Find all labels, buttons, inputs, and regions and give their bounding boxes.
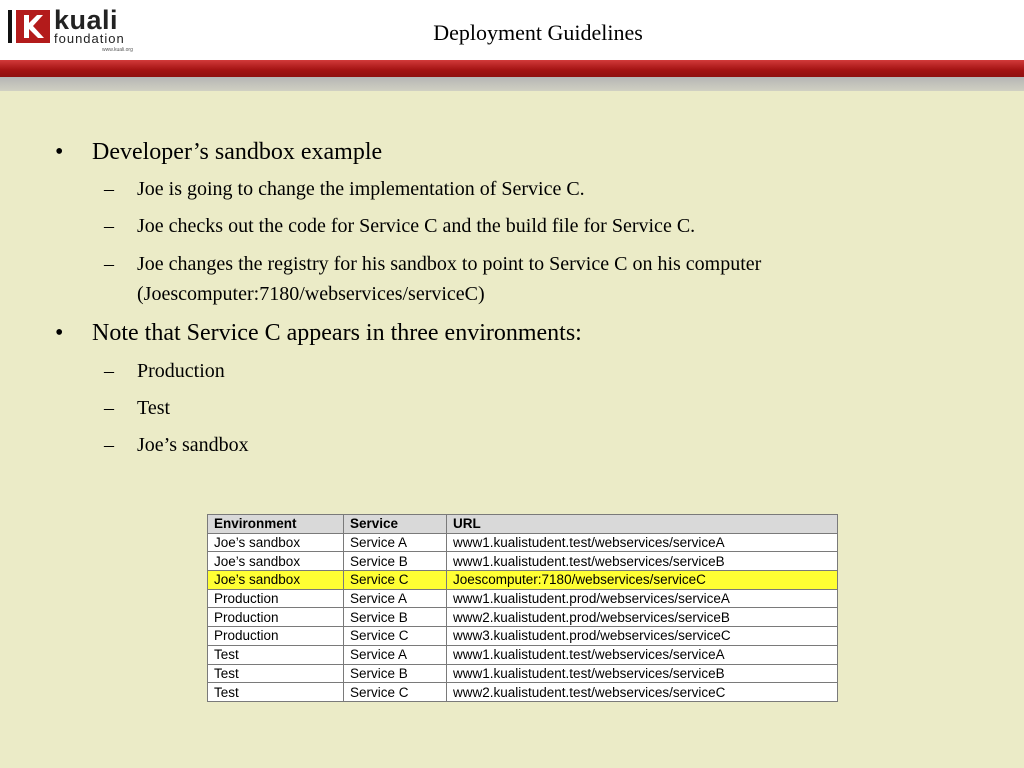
cell-url: www2.kualistudent.prod/webservices/serviceB bbox=[447, 608, 838, 627]
column-header-service: Service bbox=[344, 515, 447, 534]
cell-service: Service B bbox=[344, 608, 447, 627]
table-row bbox=[208, 589, 838, 608]
cell-service: Service B bbox=[344, 664, 447, 683]
table-header-row bbox=[208, 515, 838, 534]
sub-bullet-text: Joe checks out the code for Service C and the build file for Service C. bbox=[137, 215, 696, 237]
cell-environment: Production bbox=[208, 589, 344, 608]
cell-url: www2.kualistudent.test/webservices/serviceC bbox=[447, 683, 838, 702]
cell-service: Service C bbox=[344, 571, 447, 590]
cell-url: www3.kualistudent.prod/webservices/serviceC bbox=[447, 627, 838, 646]
dash-icon: – bbox=[104, 215, 114, 237]
table-row bbox=[208, 627, 838, 646]
cell-environment: Joe’s sandbox bbox=[208, 571, 344, 590]
cell-service: Service A bbox=[344, 533, 447, 552]
table-row bbox=[208, 552, 838, 571]
table-row bbox=[208, 683, 838, 702]
logo-url: www.kuali.org bbox=[102, 47, 133, 53]
cell-url: www1.kualistudent.prod/webservices/serviceA bbox=[447, 589, 838, 608]
column-header-environment: Environment bbox=[208, 515, 344, 534]
bullet-text: Developer’s sandbox example bbox=[92, 139, 383, 165]
table-row bbox=[208, 645, 838, 664]
cell-service: Service A bbox=[344, 645, 447, 664]
slide-title: Deployment Guidelines bbox=[433, 20, 643, 45]
cell-url: www1.kualistudent.test/webservices/serviceA bbox=[447, 533, 838, 552]
dash-icon: – bbox=[104, 434, 114, 456]
cell-url: www1.kualistudent.test/webservices/serviceB bbox=[447, 552, 838, 571]
cell-service: Service C bbox=[344, 683, 447, 702]
cell-environment: Production bbox=[208, 608, 344, 627]
cell-service: Service B bbox=[344, 552, 447, 571]
logo-wordmark: kuali bbox=[54, 5, 119, 35]
cell-url: www1.kualistudent.test/webservices/serviceB bbox=[447, 664, 838, 683]
sub-bullet-text: Joe’s sandbox bbox=[137, 434, 249, 456]
sub-bullet-text: Test bbox=[137, 397, 171, 419]
sub-bullet-text: Production bbox=[137, 360, 225, 382]
cell-service: Service C bbox=[344, 627, 447, 646]
bullet-icon: • bbox=[55, 320, 64, 346]
cell-environment: Joe’s sandbox bbox=[208, 533, 344, 552]
cell-url: www1.kualistudent.test/webservices/serviceA bbox=[447, 645, 838, 664]
header-gray-band bbox=[0, 77, 1024, 91]
slide-header bbox=[0, 0, 1024, 60]
column-header-url: URL bbox=[447, 515, 838, 534]
bullet-icon: • bbox=[55, 139, 64, 165]
dash-icon: – bbox=[104, 178, 114, 200]
dash-icon: – bbox=[104, 397, 114, 419]
cell-url: Joescomputer:7180/webservices/serviceC bbox=[447, 571, 838, 590]
table-row bbox=[208, 608, 838, 627]
sub-bullet-text: (Joescomputer:7180/webservices/serviceC) bbox=[137, 283, 485, 305]
cell-environment: Production bbox=[208, 627, 344, 646]
dash-icon: – bbox=[104, 360, 114, 382]
cell-service: Service A bbox=[344, 589, 447, 608]
cell-environment: Joe’s sandbox bbox=[208, 552, 344, 571]
cell-environment: Test bbox=[208, 683, 344, 702]
header-red-band bbox=[0, 60, 1024, 77]
cell-environment: Test bbox=[208, 664, 344, 683]
logo-subtitle: foundation bbox=[54, 31, 125, 46]
table-row-highlighted bbox=[208, 571, 838, 590]
environment-table bbox=[207, 514, 838, 702]
sub-bullet-text: Joe changes the registry for his sandbox to point to Service C on his computer bbox=[137, 253, 762, 275]
bullet-text: Note that Service C appears in three environments: bbox=[92, 320, 582, 346]
sub-bullet-text: Joe is going to change the implementation of Service C. bbox=[137, 178, 585, 200]
dash-icon: – bbox=[104, 253, 114, 275]
cell-environment: Test bbox=[208, 645, 344, 664]
table-row bbox=[208, 533, 838, 552]
table-row bbox=[208, 664, 838, 683]
